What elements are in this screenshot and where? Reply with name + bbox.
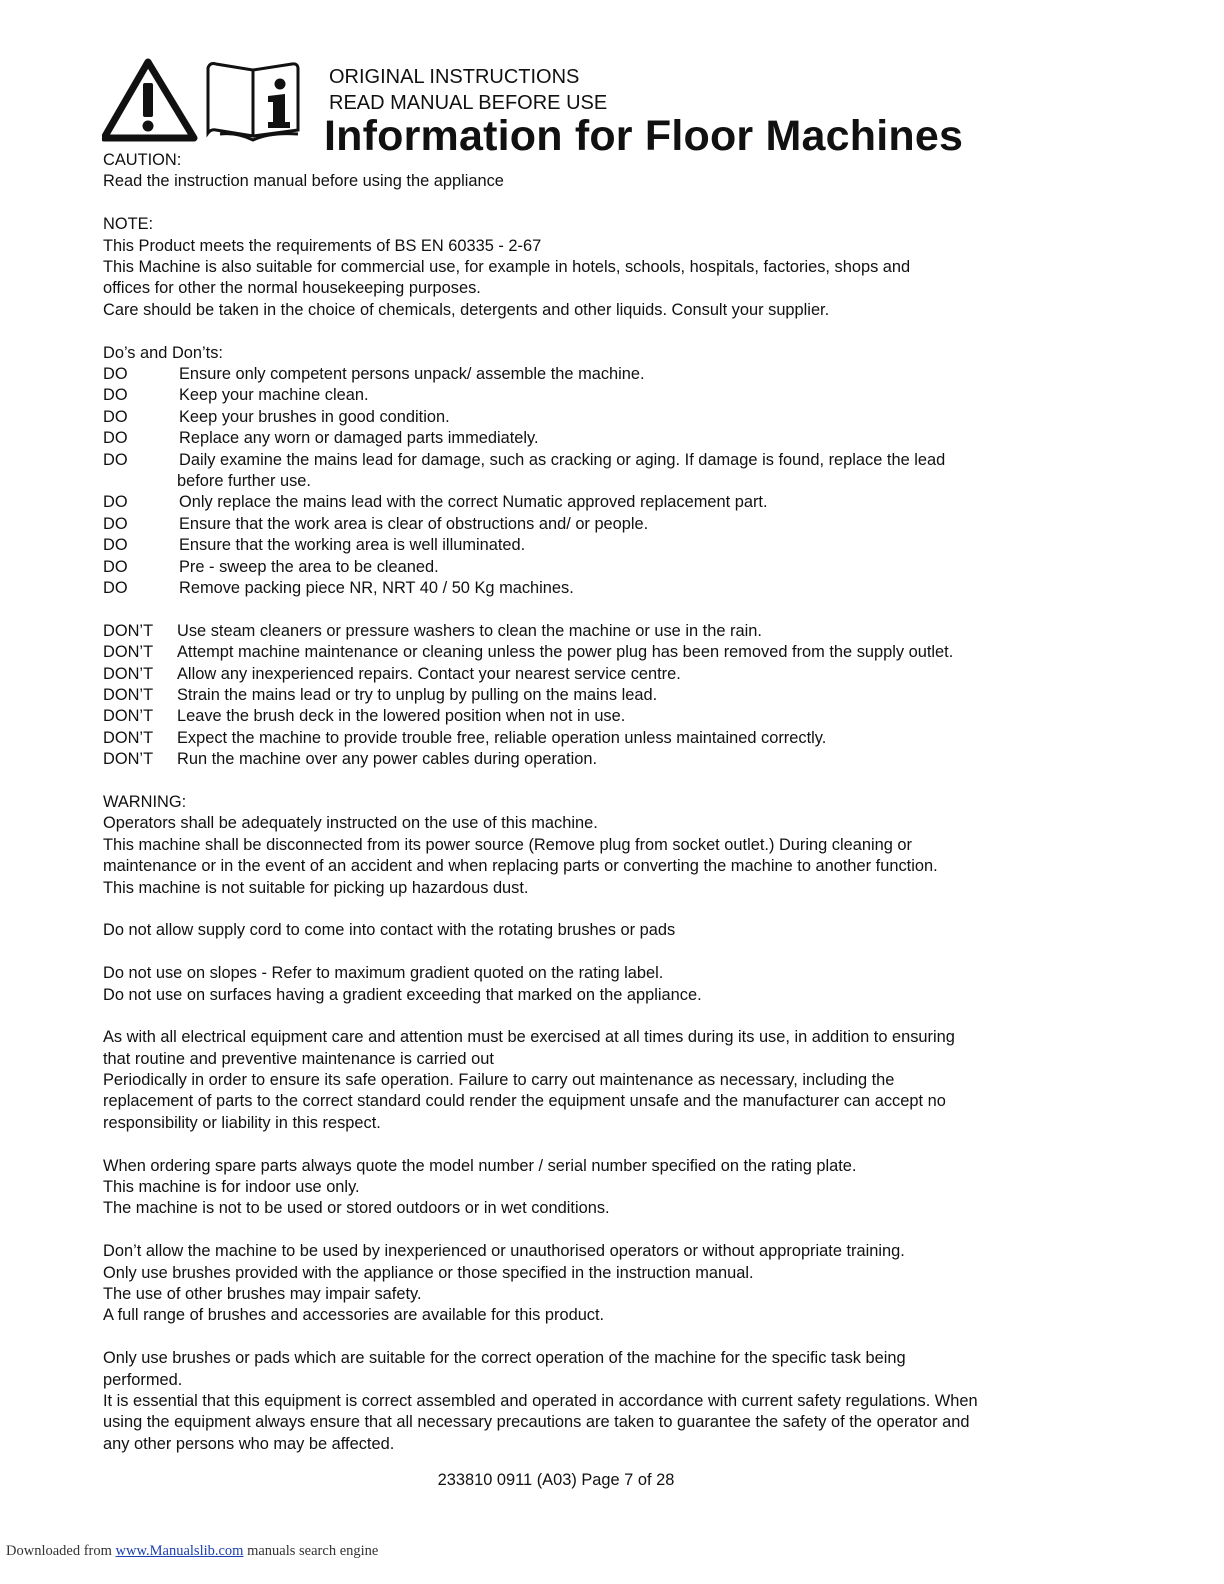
do-label: DO	[103, 429, 128, 448]
info-book-icon	[208, 64, 298, 141]
dos-donts-heading: Do’s and Don’ts:	[103, 343, 223, 362]
do-text-continuation: before further use.	[177, 471, 311, 490]
do-item	[103, 364, 1103, 385]
dont-label: DON’T	[103, 750, 154, 769]
do-text: Replace any worn or damaged parts immediately.	[179, 429, 539, 448]
caution-heading: CAUTION:	[103, 151, 182, 169]
warning-line: Do not allow supply cord to come into contact with the rotating brushes or pads	[103, 921, 676, 940]
dont-item	[103, 749, 1103, 770]
do-text: Pre - sweep the area to be cleaned.	[179, 557, 439, 576]
do-text: Keep your brushes in good condition.	[179, 407, 450, 426]
header-icons	[102, 56, 302, 151]
do-label: DO	[103, 493, 128, 512]
warning-line: This machine is not suitable for picking up hazardous dust.	[103, 878, 529, 897]
note-line: This Product meets the requirements of BS EN 60335 - 2-67	[103, 236, 542, 255]
warning-line: Don’t allow the machine to be used by inexperienced or unauthorised operators or without appropriate training.	[103, 1242, 905, 1261]
dont-item	[103, 642, 1103, 663]
dont-item	[103, 728, 1103, 749]
warning-line: responsibility or liability in this respect.	[103, 1113, 381, 1132]
warning-line: performed.	[103, 1370, 183, 1389]
do-label: DO	[103, 450, 128, 469]
dont-text: Expect the machine to provide trouble free, reliable operation unless maintained correctly.	[177, 728, 827, 747]
note-line: This Machine is also suitable for commercial use, for example in hotels, schools, hospitals, factories, shops and	[103, 257, 911, 276]
warning-line: Do not use on slopes - Refer to maximum gradient quoted on the rating label.	[103, 964, 664, 983]
do-label: DO	[103, 386, 128, 405]
download-footer	[6, 1543, 378, 1560]
dont-item	[103, 621, 1103, 642]
warning-line: It is essential that this equipment is correct assembled and operated in accordance with current safety regulations. When	[103, 1391, 978, 1410]
warning-line: maintenance or in the event of an accident and when replacing parts or converting the machine to another function.	[103, 857, 938, 876]
do-item	[103, 450, 1103, 471]
do-text: Ensure only competent persons unpack/ assemble the machine.	[179, 364, 645, 383]
note-heading: NOTE:	[103, 215, 154, 234]
page-number: 233810 0911 (A03) Page 7 of 28	[437, 1471, 675, 1489]
warning-line: Operators shall be adequately instructed on the use of this machine.	[103, 814, 598, 833]
dont-label: DON’T	[103, 728, 154, 747]
do-text: Keep your machine clean.	[179, 386, 369, 405]
dont-label: DON’T	[103, 643, 154, 662]
page-title: Information for Floor Machines	[324, 112, 964, 160]
do-item	[103, 428, 1103, 449]
footer-suffix: manuals search engine	[247, 1543, 379, 1559]
warning-line: replacement of parts to the correct standard could render the equipment unsafe and the manufacturer can accept no	[103, 1092, 946, 1111]
dont-item	[103, 664, 1103, 685]
warning-line: The use of other brushes may impair safety.	[103, 1284, 422, 1303]
warning-line: Do not use on surfaces having a gradient exceeding that marked on the appliance.	[103, 985, 702, 1004]
warning-line: As with all electrical equipment care and attention must be exercised at all times during its use, in addition to ensuring	[103, 1028, 955, 1047]
warning-line: This machine is for indoor use only.	[103, 1178, 360, 1197]
dont-item	[103, 706, 1103, 727]
dont-text: Allow any inexperienced repairs. Contact your nearest service centre.	[177, 664, 681, 683]
dont-label: DON’T	[103, 621, 154, 640]
dont-label: DON’T	[103, 685, 154, 704]
do-item	[103, 535, 1103, 556]
document-body	[103, 150, 1103, 1455]
do-item-continuation	[103, 471, 1103, 492]
note-line: Care should be taken in the choice of chemicals, detergents and other liquids. Consult your supplier.	[103, 300, 830, 319]
warning-line: using the equipment always ensure that all necessary precautions are taken to guarantee the safety of the operator and	[103, 1413, 970, 1432]
warning-line: When ordering spare parts always quote the model number / serial number specified on the rating plate.	[103, 1156, 857, 1175]
dont-text: Use steam cleaners or pressure washers to clean the machine or use in the rain.	[177, 621, 762, 640]
caution-text: Read the instruction manual before using the appliance	[103, 172, 504, 191]
note-line: offices for other the normal housekeeping purposes.	[103, 279, 481, 298]
do-label: DO	[103, 514, 128, 533]
do-label: DO	[103, 578, 128, 597]
do-text: Daily examine the mains lead for damage, such as cracking or aging. If damage is found, replace the lead	[179, 450, 946, 469]
warning-line: Periodically in order to ensure its safe operation. Failure to carry out maintenance as necessary, including the	[103, 1071, 895, 1090]
do-label: DO	[103, 407, 128, 426]
do-item	[103, 407, 1103, 428]
do-text: Ensure that the working area is well illuminated.	[179, 536, 526, 555]
warning-line: The machine is not to be used or stored outdoors or in wet conditions.	[103, 1199, 610, 1218]
dont-text: Attempt machine maintenance or cleaning unless the power plug has been removed from the supply outlet.	[177, 643, 954, 662]
do-item	[103, 514, 1103, 535]
warning-line: Only use brushes provided with the appliance or those specified in the instruction manual.	[103, 1263, 754, 1282]
warning-triangle-icon	[104, 62, 194, 138]
warning-line: Only use brushes or pads which are suitable for the correct operation of the machine for the specific task being	[103, 1349, 906, 1368]
warning-line: any other persons who may be affected.	[103, 1434, 395, 1453]
dont-label: DON’T	[103, 707, 154, 726]
header-original-instructions: ORIGINAL INSTRUCTIONS	[329, 66, 580, 88]
do-text: Remove packing piece NR, NRT 40 / 50 Kg machines.	[179, 578, 574, 597]
warning-line: A full range of brushes and accessories are available for this product.	[103, 1306, 605, 1325]
warning-line: This machine shall be disconnected from its power source (Remove plug from socket outlet.) During cleaning or	[103, 835, 912, 854]
do-text: Ensure that the work area is clear of obstructions and/ or people.	[179, 514, 649, 533]
warning-heading: WARNING:	[103, 793, 187, 811]
do-item	[103, 578, 1103, 599]
footer-prefix: Downloaded from	[6, 1543, 112, 1559]
dont-text: Leave the brush deck in the lowered position when not in use.	[177, 707, 626, 726]
dont-label: DON’T	[103, 664, 154, 683]
dont-item	[103, 685, 1103, 706]
do-item	[103, 557, 1103, 578]
dont-text: Run the machine over any power cables during operation.	[177, 750, 598, 769]
do-item	[103, 492, 1103, 513]
do-text: Only replace the mains lead with the correct Numatic approved replacement part.	[179, 493, 768, 512]
header-read-manual: READ MANUAL BEFORE USE	[329, 92, 608, 114]
do-label: DO	[103, 557, 128, 576]
do-label: DO	[103, 364, 128, 383]
dont-text: Strain the mains lead or try to unplug by pulling on the mains lead.	[177, 685, 658, 704]
do-item	[103, 385, 1103, 406]
manualslib-link[interactable]: www.Manualslib.com	[115, 1543, 244, 1559]
warning-line: that routine and preventive maintenance is carried out	[103, 1049, 494, 1068]
do-label: DO	[103, 536, 128, 555]
